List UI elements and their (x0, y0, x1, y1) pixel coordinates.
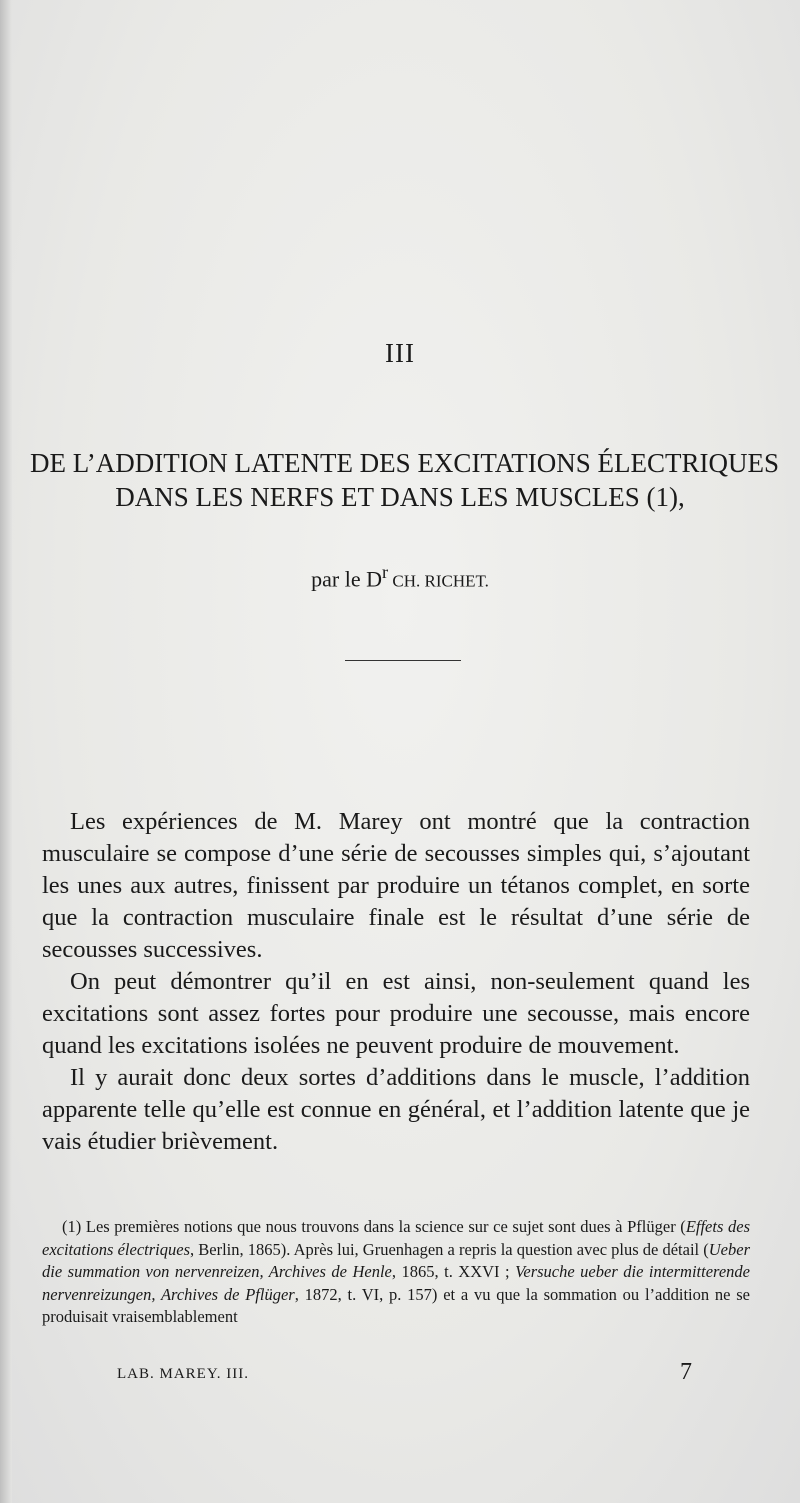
footnote-segment: , Berlin, 1865). Après lui, Gruenhagen a repris la question avec plus de détail ( (190, 1239, 709, 1259)
section-number: III (385, 338, 415, 368)
footnote-italic: Versuche ueber die intermitterende nervenreizungen, Archives de Pflüger (42, 1262, 750, 1304)
footnote-italic: Ueber die summation von nervenreizen, Archives de Henle (42, 1239, 750, 1281)
body-text (42, 806, 750, 1158)
page-number: 7 (680, 1359, 692, 1385)
article-title-line-1: DE L’ADDITION LATENTE DES EXCITATIONS ÉLECTRIQUES (30, 448, 779, 478)
footnote-segment: , 1865, t. XXVI ; (391, 1262, 516, 1281)
title-rule (345, 660, 461, 661)
paragraph: Les expériences de M. Marey ont montré que la contraction musculaire se compose d’une série de secousses simples qui, s’ajoutant les unes aux autres, finissent par produire un tétanos complet, en sorte que la contraction musculaire finale est le résultat d’une série de secousses successives. (42, 808, 750, 963)
footnote (42, 1216, 750, 1329)
running-footer: LAB. MAREY. III. (117, 1366, 249, 1382)
page-edge-shadow (0, 0, 12, 1503)
footnote-text (42, 1216, 750, 1329)
paragraph: On peut démontrer qu’il en est ainsi, non-seulement quand les excitations sont assez fortes pour produire une secousse, mais encore quand les excitations isolées ne peuvent produire de mouvement. (42, 968, 750, 1059)
paragraph: Il y aurait donc deux sortes d’additions dans le muscle, l’addition apparente telle qu’elle est connue en général, et l’addition latente que je vais étudier brièvement. (42, 1064, 750, 1155)
author-name: CH. RICHET. (388, 571, 489, 591)
byline-sup: r (382, 562, 389, 582)
footnote-segment: , 1872, t. VI, p. 157) et a vu que la sommation ou l’addition ne se produisait vraisemblablement (42, 1284, 750, 1326)
author-byline (0, 562, 800, 592)
article-title-line-2: DANS LES NERFS ET DANS LES MUSCLES (1), (115, 482, 685, 512)
footnote-segment: (1) Les premières notions que nous trouvons dans la science sur ce sujet sont dues à Pflüger ( (62, 1217, 686, 1236)
footnote-italic: Effets des excitations électriques (42, 1217, 751, 1259)
byline-prefix: par le D (311, 566, 382, 592)
